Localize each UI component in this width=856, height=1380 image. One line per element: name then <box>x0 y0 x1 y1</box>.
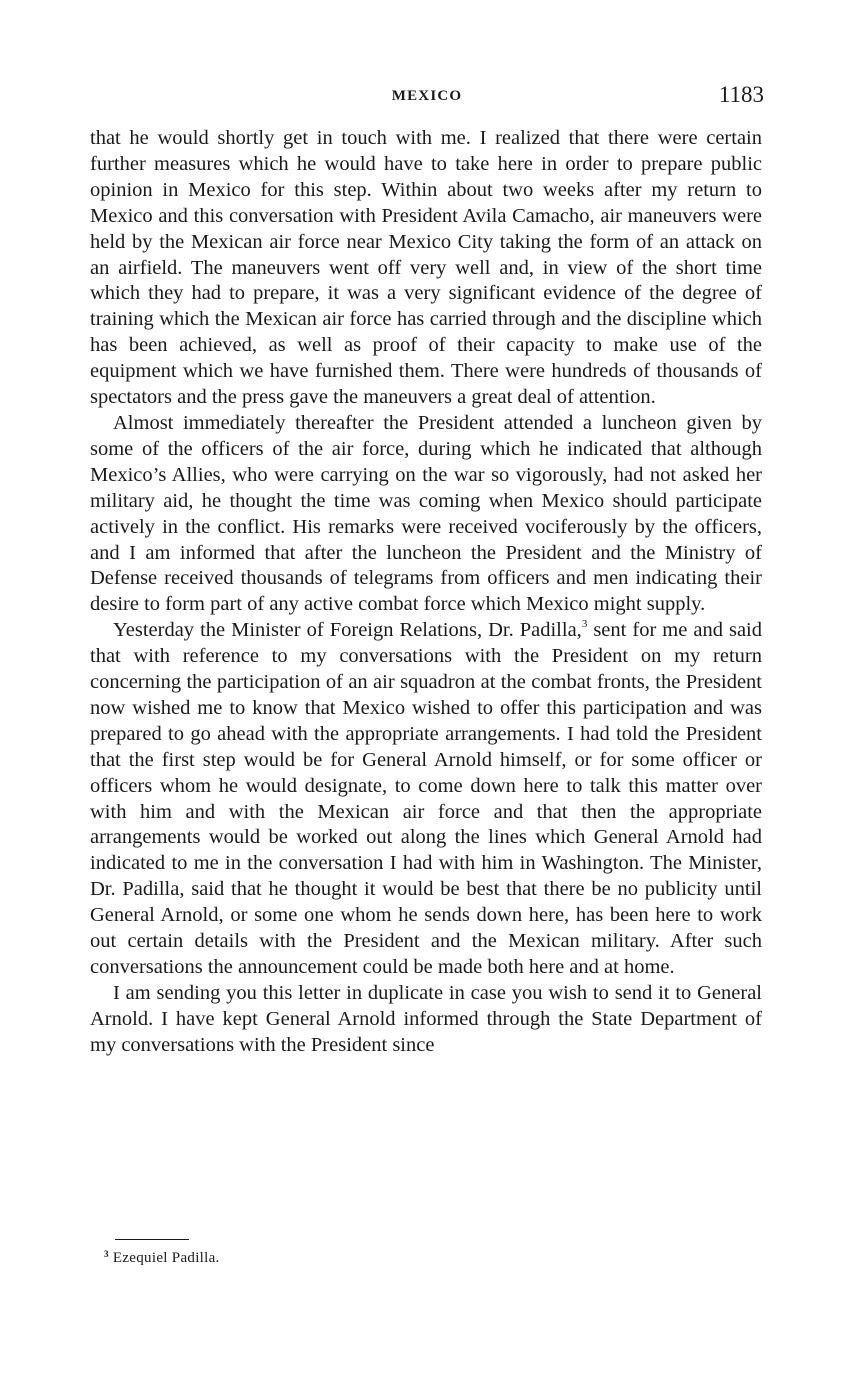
footnote <box>104 1250 220 1267</box>
running-head <box>90 82 764 112</box>
paragraph-text-start: Yesterday the Minister of Foreign Relations, Dr. Padilla, <box>113 619 582 642</box>
footnote-reference: 3 <box>581 618 588 631</box>
body-text <box>90 126 762 1059</box>
footnote-text: Ezequiel Padilla. <box>112 1250 220 1266</box>
paragraph-continuation: that he would shortly get in touch with me. I realized that there were certain further measures which he would have to take here in order to prepare public opinion in Mexico for this step. Within about two weeks after my return to Mexico and this conversation with President Avila Camacho, air maneuvers were held by the Mexican air force near Mexico City taking the form of an attack on an airfield. The maneuvers went off very well and, in view of the short time which they had to prepare, it was a very significant evidence of the degree of training which the Mexican air force has carried through and the discipline which has been achieved, as well as proof of their capacity to make use of the equipment which we have furnished them. There were hundreds of thousands of spectators and the press gave the maneuvers a great deal of attention. <box>90 127 762 409</box>
page-number: 1183 <box>718 82 764 107</box>
paragraph-luncheon: Almost immediately thereafter the President attended a luncheon given by some of the officers of the air force, during which he indicated that although Mexico’s Allies, who were carrying on the war so vigorously, had not asked her military aid, he thought the time was coming when Mexico should participate actively in the conflict. His remarks were received vociferously by the officers, and I am informed that after the luncheon the President and the Ministry of Defense received thousands of telegrams from officers and men indicating their desire to form part of any active combat force which Mexico might supply. <box>90 411 762 616</box>
footnote-marker: 3 <box>104 1249 109 1259</box>
paragraph-duplicate-letter: I am sending you this letter in duplicate in case you wish to send it to General Arnold. I have kept General Arnold informed through the State Department of my conversations with the President since <box>90 981 762 1056</box>
paragraph-foreign-minister <box>90 618 762 981</box>
footnote-rule <box>115 1239 189 1240</box>
running-title: MEXICO <box>391 88 463 104</box>
paragraph-text-end: sent for me and said that with reference to my conversations with the President on my return concerning the participation of an air squadron at the combat fronts, the President now wished me to know that Mexico wished to offer this participation and was prepared to go ahead with the appropriate arrangements. I had told the President that the first step would be for General Arnold himself, or for some officer or officers whom he would designate, to come down here to talk this matter over with him and with the Mexican air force and that then the appropriate arrangements would be worked out along the lines which General Arnold had indicated to me in the conversation I had with him in Washington. The Minister, Dr. Padilla, said that he thought it would be best that there be no publicity until General Arnold, or some one whom he sends down here, has been here to work out certain details with the President and the Mexican military. After such conversations the announcement could be made both here and at home. <box>90 619 763 978</box>
